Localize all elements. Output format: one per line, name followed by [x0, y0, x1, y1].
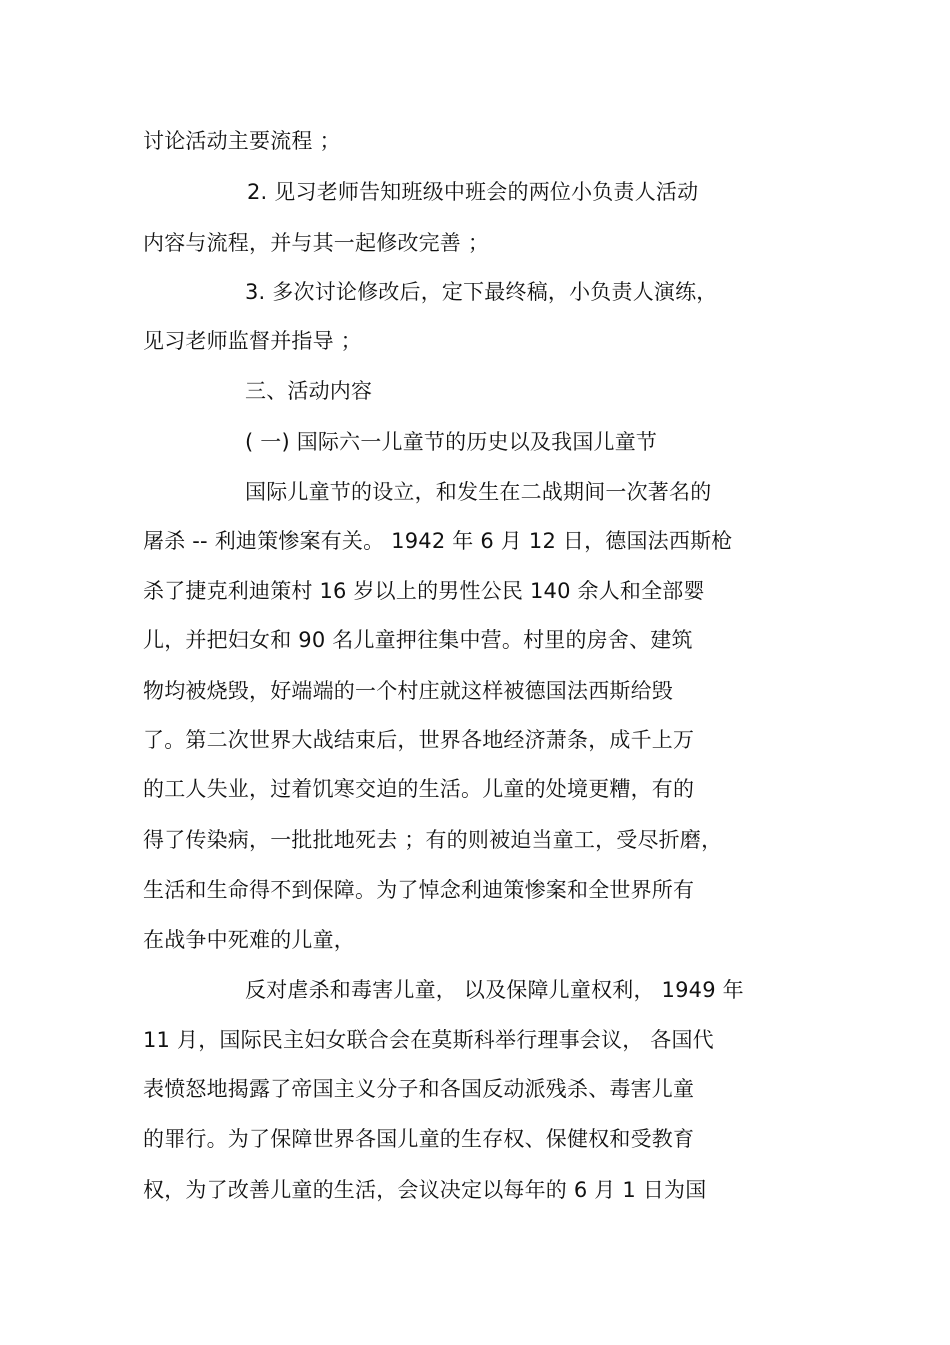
- text-line-20: 表愤怒地揭露了帝国主义分子和各国反动派残杀、毒害儿童: [143, 1077, 695, 1101]
- text-line-5: 见习老师监督并指导 ；: [143, 329, 362, 353]
- text-line-17: 在战争中死难的儿童，: [143, 928, 355, 952]
- text-line-13: 了。第二次世界大战结束后，世界各地经济萧条，成千上万: [143, 728, 695, 752]
- text-line-19: 11 月，国际民主妇女联合会在莫斯科举行理事会议， 各国代: [143, 1028, 714, 1052]
- text-line-10: 杀了捷克利迪策村 16 岁以上的男性公民 140 余人和全部婴: [143, 579, 705, 603]
- text-line-4: 3. 多次讨论修改后，定下最终稿，小负责人演练，: [245, 280, 718, 304]
- text-line-1: 讨论活动主要流程 ；: [143, 129, 341, 153]
- text-line-21: 的罪行。为了保障世界各国儿童的生存权、保健权和受教育: [143, 1127, 695, 1151]
- text-line-15: 得了传染病，一批批地死去 ；有的则被迫当童工，受尽折磨，: [143, 828, 723, 852]
- text-line-12: 物均被烧毁，好端端的一个村庄就这样被德国法西斯给毁: [143, 679, 673, 703]
- text-line-14: 的工人失业，过着饥寒交迫的生活。儿童的处境更糟，有的: [143, 777, 695, 801]
- subsection-heading: ( 一) 国际六一儿童节的历史以及我国儿童节: [245, 430, 658, 454]
- text-line-22: 权，为了改善儿童的生活，会议决定以每年的 6 月 1 日为国: [143, 1178, 707, 1202]
- text-line-3: 内容与流程，并与其一起修改完善 ；: [143, 231, 490, 255]
- text-line-2: 2. 见习老师告知班级中班会的两位小负责人活动: [247, 180, 699, 204]
- text-line-8: 国际儿童节的设立，和发生在二战期间一次著名的: [245, 480, 712, 504]
- text-line-18: 反对虐杀和毒害儿童， 以及保障儿童权利， 1949 年: [245, 978, 744, 1002]
- text-line-16: 生活和生命得不到保障。为了悼念利迪策惨案和全世界所有: [143, 878, 695, 902]
- text-line-9: 屠杀 -- 利迪策惨案有关。 1942 年 6 月 12 日，德国法西斯枪: [143, 529, 733, 553]
- section-heading: 三、活动内容: [245, 379, 373, 403]
- text-line-11: 儿，并把妇女和 90 名儿童押往集中营。村里的房舍、建筑: [143, 628, 693, 652]
